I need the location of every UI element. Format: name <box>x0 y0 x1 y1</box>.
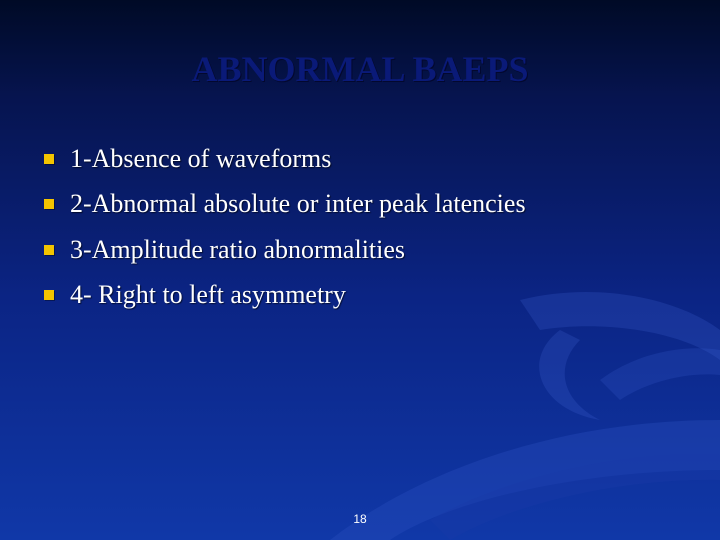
bullet-item <box>44 182 526 228</box>
bullet-item <box>44 136 526 182</box>
bullet-item <box>44 227 526 273</box>
bullet-text: 3-Amplitude ratio abnormalities <box>70 234 406 264</box>
yellow-square-bullet-icon <box>44 245 54 255</box>
slide-title: ABNORMAL BAEPS <box>191 49 529 89</box>
bullet-text: 4- Right to left asymmetry <box>70 280 346 310</box>
yellow-square-bullet-icon <box>44 290 54 300</box>
yellow-square-bullet-icon <box>44 154 54 164</box>
bullet-list <box>44 136 526 318</box>
slide-page-number: 18 <box>353 512 367 526</box>
bullet-item <box>44 273 526 319</box>
bullet-text: 1-Absence of waveforms <box>70 143 332 173</box>
yellow-square-bullet-icon <box>44 199 54 209</box>
bullet-text: 2-Abnormal absolute or inter peak latencies <box>70 189 526 219</box>
